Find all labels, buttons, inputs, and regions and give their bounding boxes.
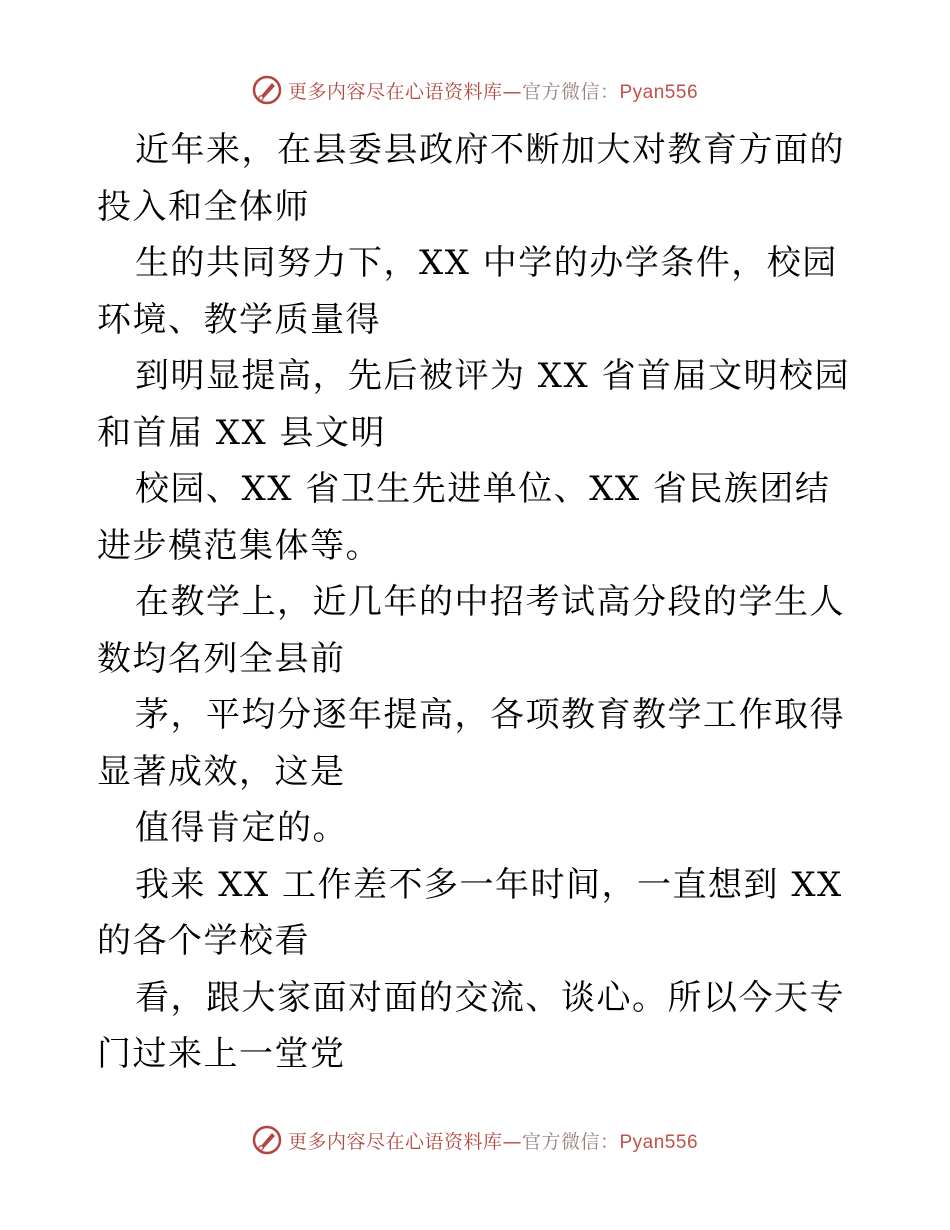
header-wechat-label: 官方微信： xyxy=(521,80,620,103)
pen-nib-logo-icon xyxy=(252,1125,282,1155)
footer-text xyxy=(288,1127,698,1154)
paragraph-6: 茅，平均分逐年提高，各项教育教学工作取得显著成效，这是 xyxy=(97,695,845,792)
paragraph-4: 校园、XX 省卫生先进单位、XX 省民族团结进步模范集体等。 xyxy=(97,469,831,566)
header-brand: 更多内容尽在心语资料库 xyxy=(287,80,503,103)
paragraph-5: 在教学上，近几年的中招考试高分段的学生人数均名列全县前 xyxy=(97,582,845,679)
footer-wechat-label: 官方微信： xyxy=(521,1130,620,1153)
footer-separator: — xyxy=(502,1130,522,1153)
document-body xyxy=(97,122,857,1083)
paragraph-1: 近年来，在县委县政府不断加大对教育方面的投入和全体师 xyxy=(97,130,845,227)
header-text xyxy=(288,77,698,104)
header-separator: — xyxy=(502,80,522,103)
paragraph-9: 看，跟大家面对面的交流、谈心。所以今天专门过来上一堂党 xyxy=(97,977,845,1074)
header-wechat-id: Pyan556 xyxy=(619,81,699,103)
footer-wechat-id: Pyan556 xyxy=(619,1131,699,1153)
pen-nib-logo-icon xyxy=(252,75,282,105)
paragraph-8: 我来 XX 工作差不多一年时间，一直想到 XX 的各个学校看 xyxy=(97,864,843,961)
footer-banner xyxy=(0,1122,950,1158)
header-banner xyxy=(0,72,950,108)
paragraph-2: 生的共同努力下，XX 中学的办学条件，校园环境、教学质量得 xyxy=(97,243,838,340)
footer-brand: 更多内容尽在心语资料库 xyxy=(287,1130,503,1153)
paragraph-7: 值得肯定的。 xyxy=(135,808,348,848)
paragraph-3: 到明显提高，先后被评为 XX 省首届文明校园和首届 XX 县文明 xyxy=(97,356,851,453)
